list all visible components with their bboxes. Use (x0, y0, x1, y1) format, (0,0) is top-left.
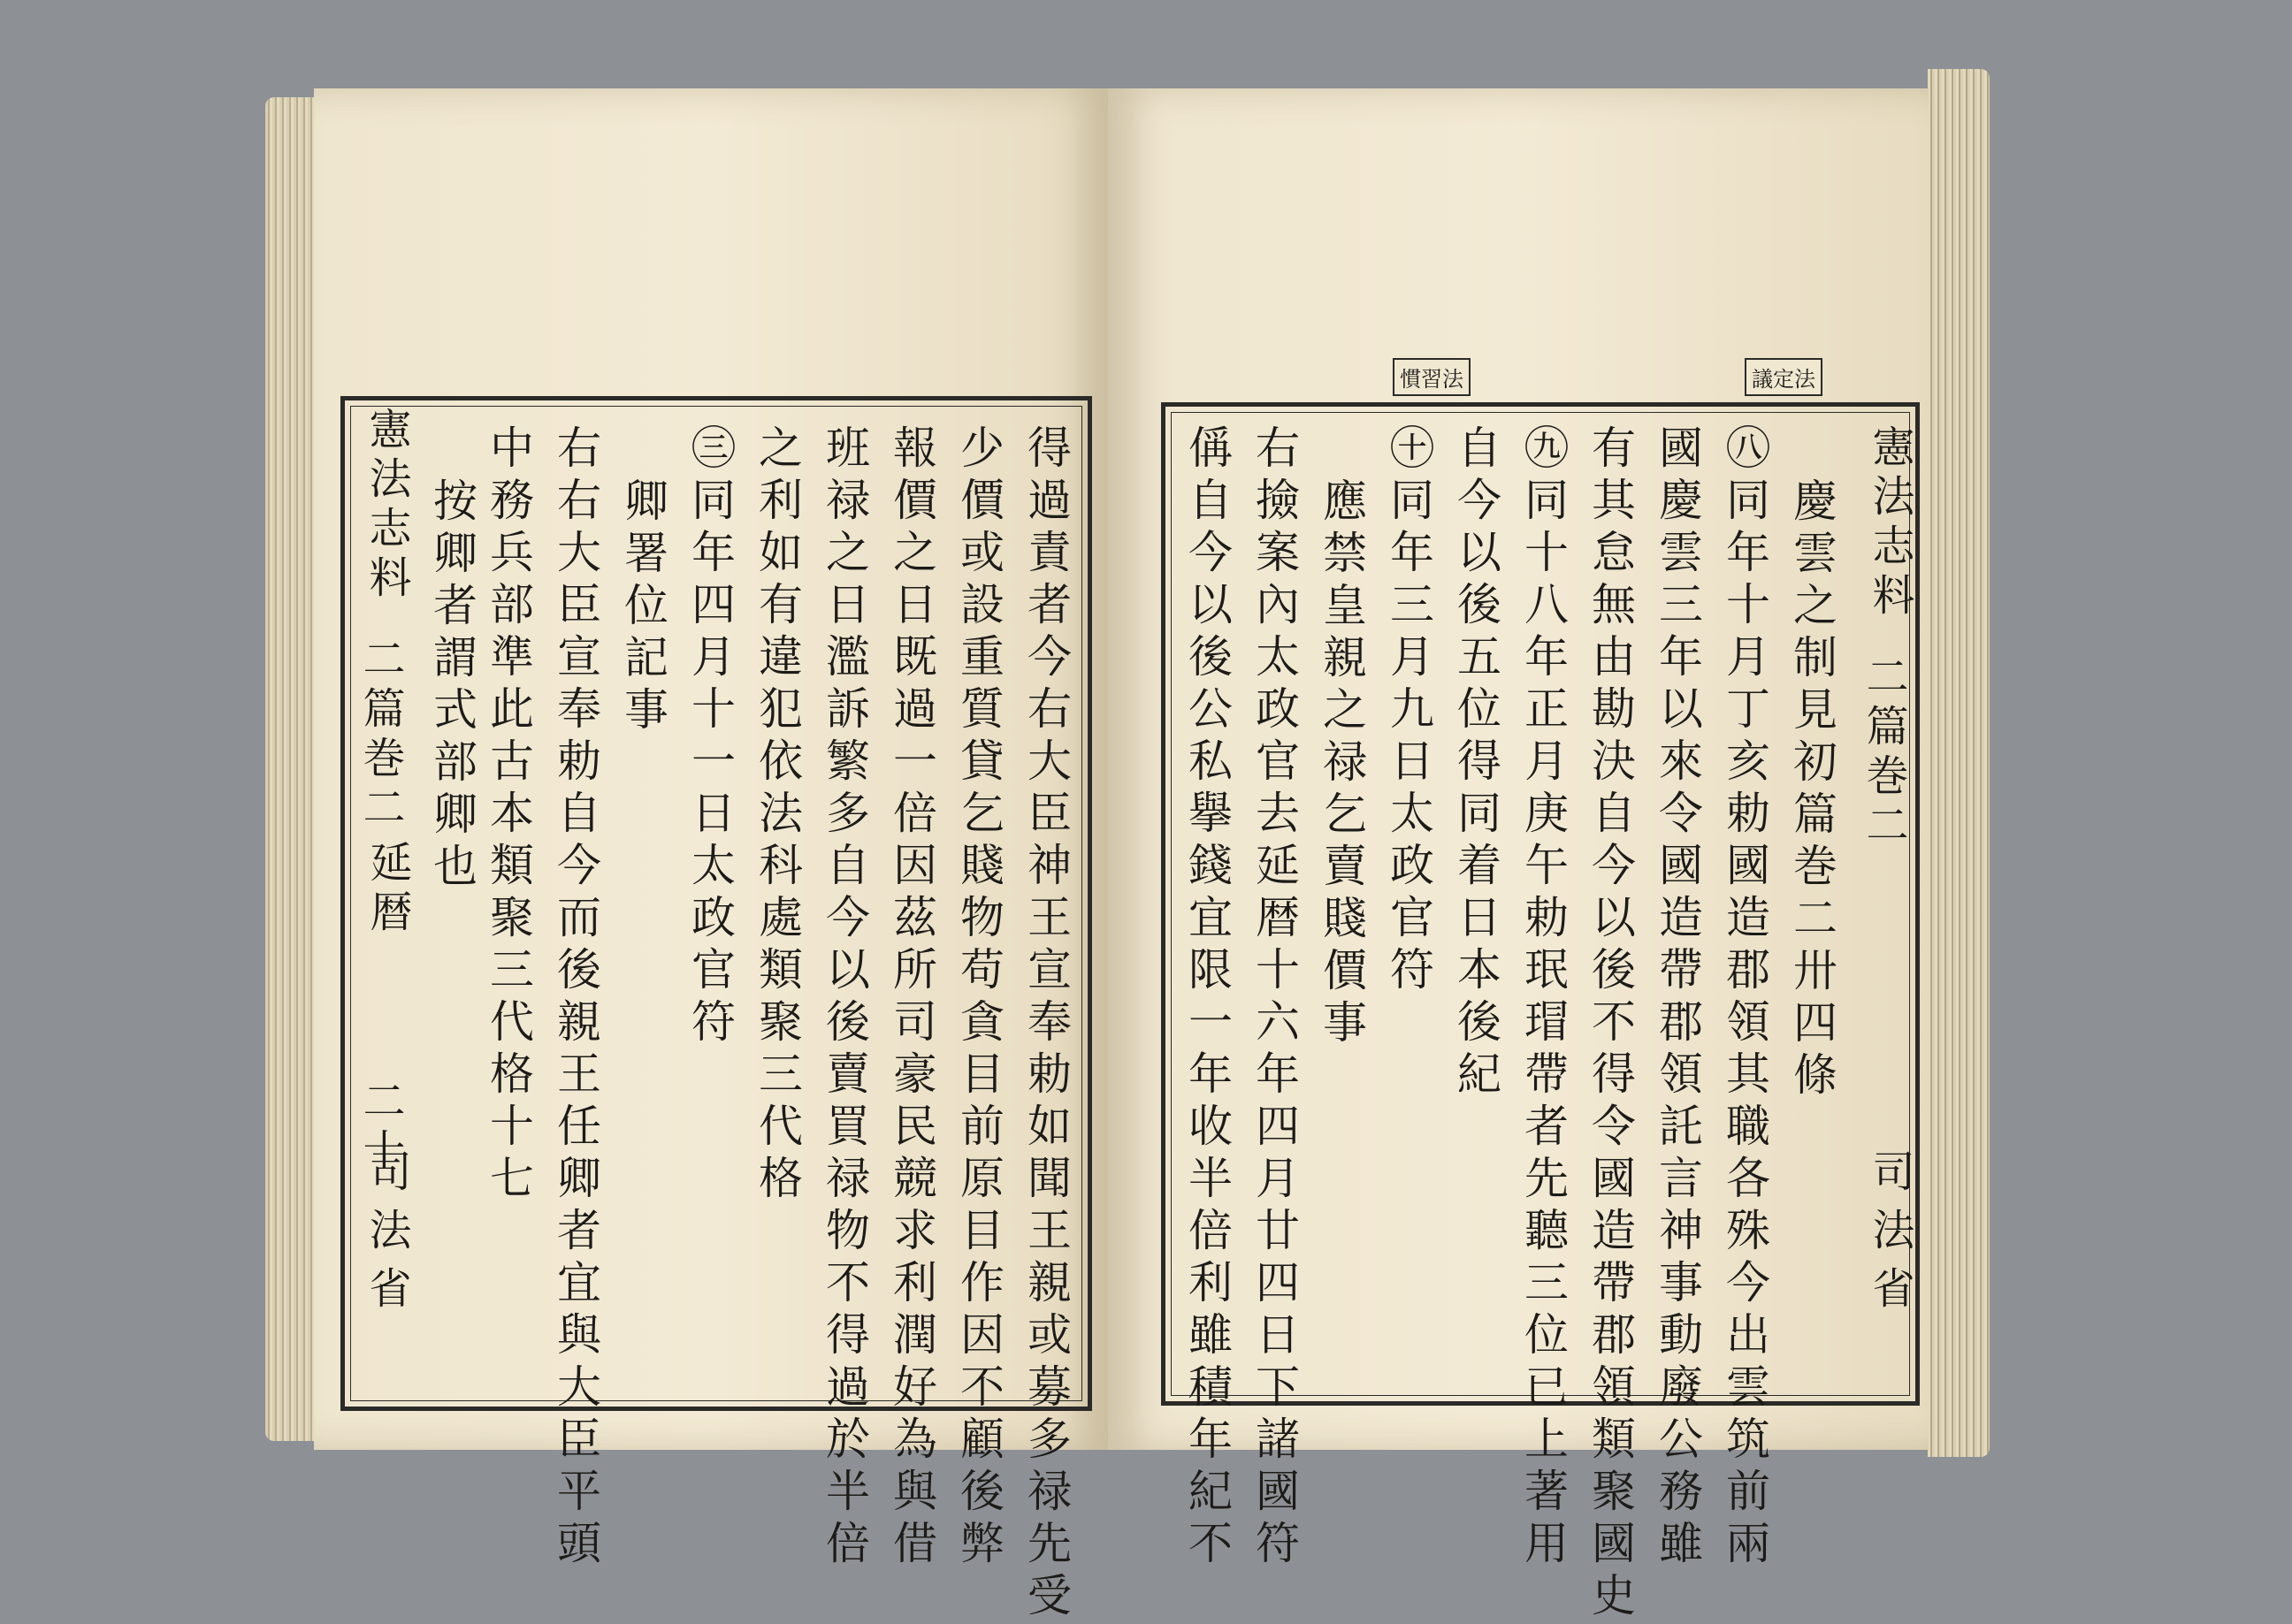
left-publisher: 司法省 (362, 1149, 411, 1324)
open-book (265, 62, 1990, 1624)
right-column-1: 慶雲之制見初篇巻二卅四條 (1786, 477, 1837, 1103)
left-column-4: 班禄之日濫訴繁多自今以後賣買禄物不得過於半倍 (819, 424, 870, 1572)
right-column-10: 偁自今以後公私擧錢宜限一年收半倍利雖積年紀不 (1181, 424, 1233, 1572)
left-column-2: 少價或設重質貸乞賤物苟貪目前原目作因不顧後弊 (953, 424, 1005, 1572)
right-column-9: 右撿案內太政官去延暦十六年四月廿四日下諸國符 (1249, 424, 1300, 1572)
left-column-3: 報價之日既過一倍因茲所司豪民競求利潤好為與借 (886, 424, 937, 1572)
right-spine-volume: 二篇巻二 (1859, 654, 1908, 852)
right-spine-title: 憲法志料 (1865, 424, 1914, 622)
left-spine-title: 憲法志料 (362, 407, 411, 605)
left-spine-era: 延暦 (363, 840, 412, 939)
right-column-2: ㊇同年十月丁亥勅國造郡領其職各殊今出雲筑前兩 (1719, 424, 1770, 1572)
header-label-gitei: 議定法 (1745, 358, 1822, 396)
left-column-9: 中務兵部準此古本類聚三代格十七 (483, 424, 534, 1207)
page-stack-right (1928, 69, 1990, 1457)
right-column-5: ㊈同十八年正月庚午勅珉瑁帶者先聽三位已上著用 (1517, 424, 1569, 1572)
left-page-number: 二十 (355, 1079, 405, 1178)
left-column-5: 之利如有違犯依法科處類聚三代格 (752, 424, 803, 1207)
right-column-3: 國慶雲三年以來令國造帶郡領託言神事動廢公務雖 (1652, 424, 1703, 1572)
right-page (1108, 88, 1929, 1624)
left-column-8: 右右大臣宣奉勅自今而後親王任卿者宜與大臣平頭 (550, 424, 601, 1572)
left-column-10: 按卿者謂式部卿也 (426, 477, 478, 895)
left-column-1: 得過責者今右大臣神王宣奉勅如聞王親或募多禄先受 (1020, 424, 1072, 1624)
right-column-8: 應禁皇親之禄乞賣賤價事 (1316, 477, 1367, 1051)
right-column-4: 有其怠無由勘決自今以後不得令國造帶郡領類聚國史 (1585, 424, 1636, 1624)
right-column-7: ㊉同年三月九日太政官符 (1383, 424, 1434, 998)
left-column-7: 卿署位記事 (617, 477, 668, 738)
right-column-6: 自今以後五位得同着日本後紀 (1450, 424, 1501, 1102)
left-page (314, 88, 1108, 1624)
left-spine-volume: 二篇巻二 (355, 637, 405, 835)
header-label-kanshu: 慣習法 (1393, 358, 1471, 396)
left-column-6: ㊂同年四月十一日太政官符 (684, 424, 736, 1050)
right-publisher: 司法省 (1865, 1149, 1914, 1324)
